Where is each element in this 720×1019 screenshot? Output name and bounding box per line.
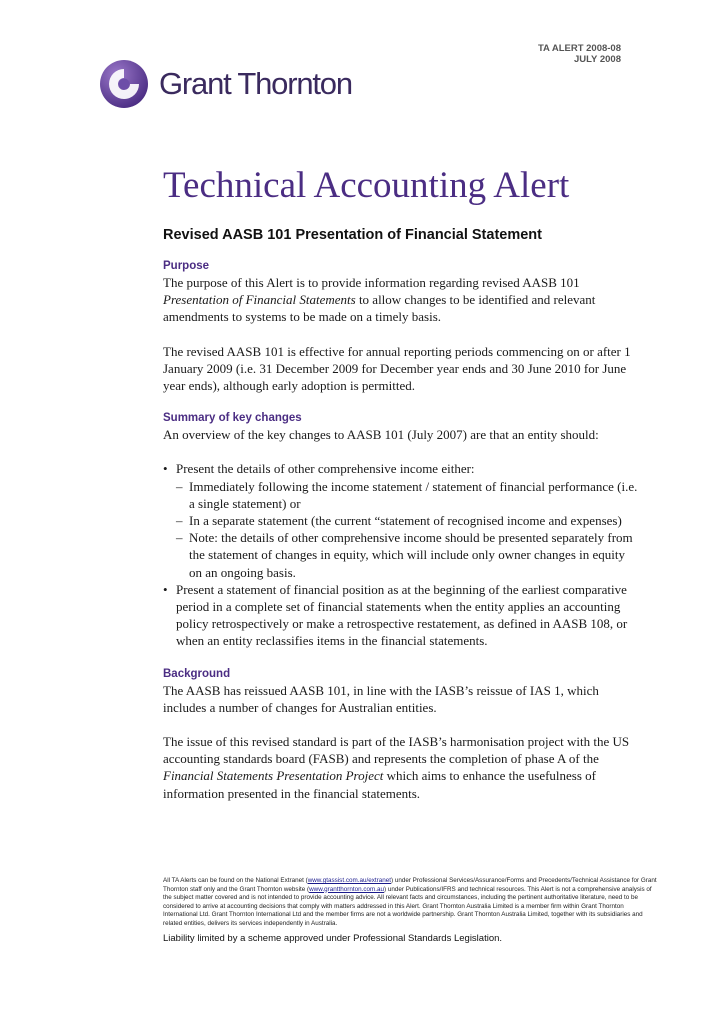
alert-number: TA ALERT 2008-08 (537, 43, 621, 54)
sub-list-item: – In a separate statement (the current “statement of recognised income and expenses) (176, 512, 638, 529)
page-subtitle: Revised AASB 101 Presentation of Financial Statement (163, 227, 542, 243)
website-link[interactable]: www.grantthornton.com.au (309, 885, 384, 893)
key-changes-list (163, 460, 638, 649)
footer-text-3: ) under Publications/IFRS and technical resources. This Alert is not a comprehensive analysis of the subject matter covered and is not intended to provide accounting advice. All relevant facts and circumstances, including the pertinent authoritative literature, need to be considered to arrive at accounting decisions that comply with matters addressed in this Alert. Grant Thornton Australia Limited is a member firm within Grant Thornton International Ltd. Grant Thornton International Ltd and the member firms are not a worldwide partnership. Grant Thornton Australia Limited, together with its subsidiaries and related entities, delivers its services independently in Australia. (163, 885, 652, 927)
logo-wordmark: Grant Thornton (159, 66, 352, 101)
sub-list-item: – Immediately following the income statement / statement of financial performance (i.e. a single statement) or (176, 478, 638, 512)
summary-section (163, 411, 638, 649)
background-text-before: The issue of this revised standard is part of the IASB’s harmonisation project with the US accounting standards board (FASB) and represents the completion of phase A of the (163, 734, 630, 767)
purpose-paragraph-1 (163, 274, 638, 326)
grant-thornton-logo-icon (99, 59, 149, 109)
extranet-link[interactable]: www.gtassist.com.au/extranet (307, 877, 391, 884)
purpose-paragraph-2: The revised AASB 101 is effective for annual reporting periods commencing on or after 1 January 2009 (i.e. 31 December 2009 for December year ends and 30 June 2010 for June year ends), although early adoption is permitted. (163, 343, 631, 394)
alert-date: JULY 2008 (573, 54, 621, 65)
grant-thornton-logo (99, 59, 369, 109)
page-title: Technical Accounting Alert (163, 165, 570, 206)
list-item (163, 460, 638, 580)
summary-heading: Summary of key changes (163, 412, 302, 425)
background-section (163, 667, 638, 802)
footer-text-1: All TA Alerts can be found on the National Extranet ( (163, 877, 308, 884)
list-item: • Present a statement of financial position as at the beginning of the earliest comparative period in a complete set of financial statements when the entity applies an accounting policy retrospectively or make a retrospective restatement, as defined in AASB 108, or when an entity reclassifies items in the financial statements. (163, 581, 638, 650)
standard-title: Presentation of Financial Statements (163, 292, 356, 308)
background-paragraph-1: The AASB has reissued AASB 101, in line with the IASB’s reissue of IAS 1, which includes a number of changes for Australian entities. (163, 682, 599, 715)
project-title: Financial Statements Presentation Project (163, 768, 384, 784)
background-paragraph-2 (163, 733, 638, 802)
footer-text-2: ) under Professional Services/Assurance/Forms and Precedents/Technical Assistance for Grant Thornton staff only and the Grant Thornton website ( (163, 877, 657, 893)
summary-intro: An overview of the key changes to AASB 101 (July 2007) are that an entity should: (163, 427, 599, 443)
sub-list-item: – Note: the details of other comprehensive income should be presented separately from the statement of changes in equity, which will include only owner changes in equity on an ongoing basis. (176, 529, 638, 581)
background-text-after: which aims to enhance the usefulness of information presented in the financial statements. (163, 768, 596, 801)
purpose-text-after: to allow changes to be identified and relevant amendments to systems to be made on a timely basis. (163, 292, 596, 325)
liability-statement: Liability limited by a scheme approved under Professional Standards Legislation. (163, 933, 503, 944)
purpose-section (163, 259, 638, 394)
background-heading: Background (163, 667, 231, 680)
alert-body (163, 259, 638, 802)
sub-list (176, 478, 638, 581)
footer-disclaimer (163, 877, 660, 928)
purpose-text-before: The purpose of this Alert is to provide information regarding revised AASB 101 (163, 275, 580, 290)
bullet-text: Present the details of other comprehensive income either: (176, 461, 475, 477)
purpose-heading: Purpose (163, 260, 210, 272)
alert-reference (538, 43, 621, 65)
